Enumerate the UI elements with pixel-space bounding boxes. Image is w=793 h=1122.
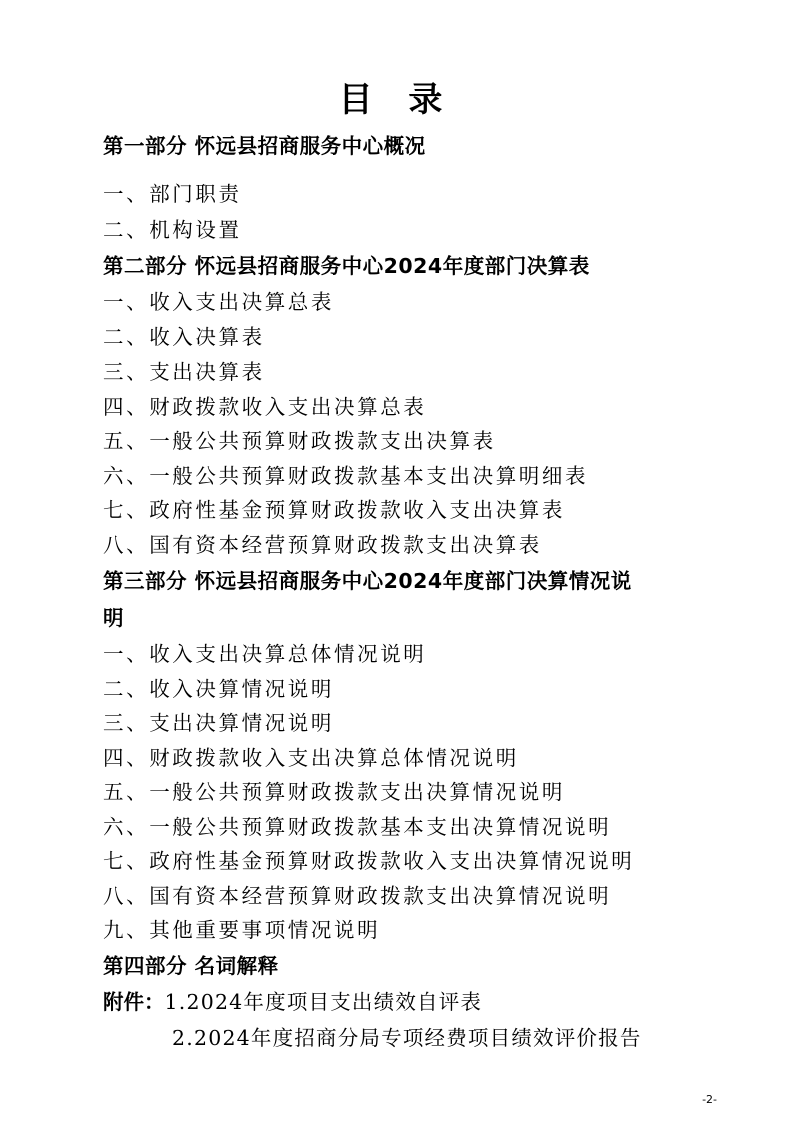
toc-item: 五、一般公共预算财政拨款支出决算表: [103, 429, 496, 453]
part2-heading: 第二部分 怀远县招商服务中心2024年度部门决算表: [103, 254, 590, 278]
toc-item: 七、政府性基金预算财政拨款收入支出决算情况说明: [103, 849, 635, 873]
toc-item: 九、其他重要事项情况说明: [103, 918, 381, 942]
attachments-label: 附件：: [103, 990, 165, 1014]
toc-item: 六、一般公共预算财政拨款基本支出决算情况说明: [103, 815, 612, 839]
page-title: 目 录: [338, 80, 455, 120]
toc-item: 一、收入支出决算总表: [103, 290, 334, 314]
toc-item: 二、收入决算情况说明: [103, 677, 334, 701]
toc-item: 三、支出决算表: [103, 360, 265, 384]
part1-heading: 第一部分 怀远县招商服务中心概况: [103, 134, 426, 158]
toc-item: 八、国有资本经营预算财政拨款支出决算情况说明: [103, 884, 612, 908]
toc-item: 二、机构设置: [103, 218, 242, 242]
toc-item: 七、政府性基金预算财政拨款收入支出决算表: [103, 498, 565, 522]
toc-item: 四、财政拨款收入支出决算总表: [103, 395, 427, 419]
toc-item: 三、支出决算情况说明: [103, 711, 334, 735]
toc-item: 一、部门职责: [103, 182, 242, 206]
part3-heading: 第三部分 怀远县招商服务中心2024年度部门决算情况说: [103, 569, 632, 593]
attachments-row: [103, 985, 482, 1019]
toc-item: 八、国有资本经营预算财政拨款支出决算表: [103, 533, 542, 557]
toc-item: 二、收入决算表: [103, 325, 265, 349]
attachment-item: 2.2024年度招商分局专项经费项目绩效评价报告: [172, 1026, 642, 1050]
attachment-item: 1.2024年度项目支出绩效自评表: [164, 990, 483, 1014]
part4-heading: 第四部分 名词解释: [103, 954, 279, 978]
part3-heading-continuation: 明: [103, 606, 124, 630]
toc-item: 六、一般公共预算财政拨款基本支出决算明细表: [103, 464, 589, 488]
page-number: -2-: [702, 1093, 717, 1106]
toc-item: 五、一般公共预算财政拨款支出决算情况说明: [103, 780, 565, 804]
toc-item: 一、收入支出决算总体情况说明: [103, 642, 427, 666]
toc-item: 四、财政拨款收入支出决算总体情况说明: [103, 746, 519, 770]
